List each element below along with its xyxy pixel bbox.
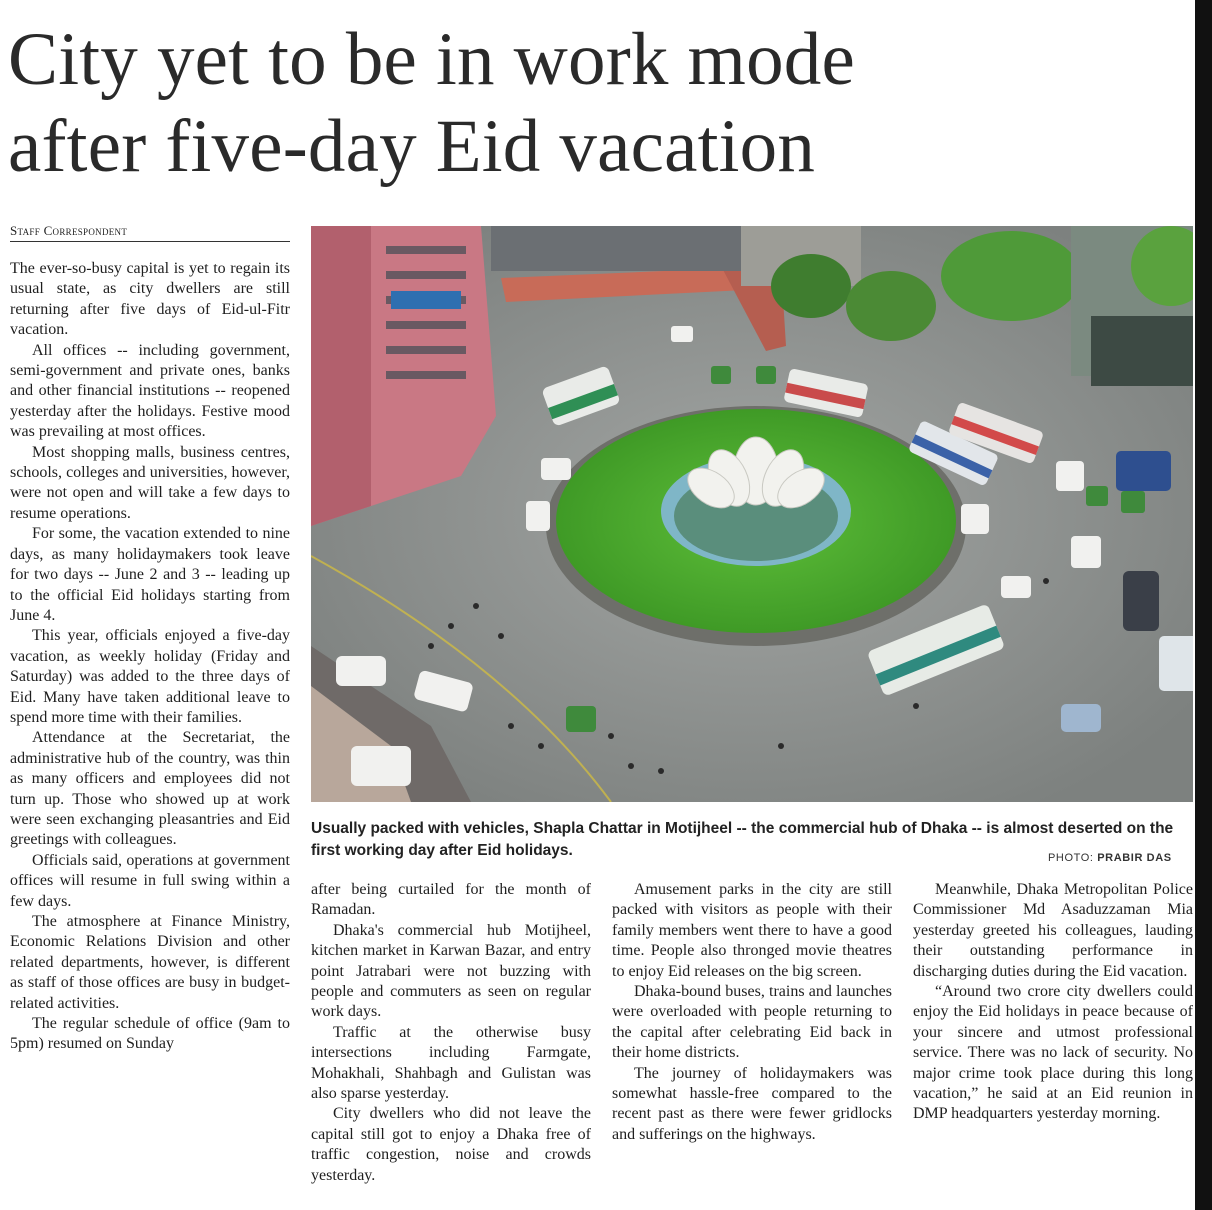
paragraph: Dhaka's commercial hub Motijheel, kitchen market in Karwan Bazar, and entry point Jatrabari were not buzzing with people and commuters as seen on regular work days.	[311, 921, 591, 1021]
article-column-4	[913, 880, 1193, 1125]
paragraph: Amusement parks in the city are still packed with visitors as people with their family members went there to have a good time. People also thronged movie theatres to enjoy Eid releases on the big screen.	[612, 881, 892, 980]
byline: Staff Correspondent	[10, 223, 290, 242]
paragraph: “Around two crore city dwellers could enjoy the Eid holidays in peace because of your sincere and utmost professional service. There was no lack of security. No major crime took place during this long vacation,” he said at an Eid reunion in DMP headquarters yesterday morning.	[913, 983, 1193, 1123]
photo-credit	[1048, 852, 1211, 864]
paragraph: The journey of holidaymakers was somewhat hassle-free compared to the recent past as there were fewer gridlocks and sufferings on the highways.	[612, 1064, 892, 1143]
photo-credit-label: PHOTO:	[1048, 852, 1094, 864]
headline-line-2: after five-day Eid vacation	[8, 105, 816, 188]
paragraph: Meanwhile, Dhaka Metropolitan Police Commissioner Md Asaduzzaman Mia yesterday greeted his colleagues, lauding their outstanding performance in discharging duties during the Eid vacation.	[913, 881, 1193, 980]
paragraph: The regular schedule of office (9am to 5pm) resumed on Sunday	[10, 1015, 290, 1053]
paragraph: after being curtailed for the month of Ramadan.	[311, 881, 591, 919]
paragraph: City dwellers who did not leave the capital still got to enjoy a Dhaka free of traffic congestion, noise and crowds yesterday.	[311, 1105, 591, 1184]
paragraph: Attendance at the Secretariat, the administrative hub of the country, was thin as many officers and employees did not turn up. Those who showed up at work were seen exchanging pleasantries and Eid greetings with colleagues.	[10, 729, 290, 849]
paragraph: Officials said, operations at government offices will resume in full swing within a few days.	[10, 851, 290, 910]
photo-credit-name: PRABIR DAS	[1097, 852, 1172, 864]
article-column-2	[311, 880, 591, 1186]
paragraph: Dhaka-bound buses, trains and launches were overloaded with people returning to the capital after celebrating Eid back in their home districts.	[612, 983, 892, 1062]
headline	[8, 16, 1188, 190]
article-column-3	[612, 880, 892, 1145]
article-column-1	[10, 259, 290, 1055]
paragraph: The ever-so-busy capital is yet to regain its usual state, as city dwellers are still returning after five days of Eid-ul-Fitr vacation.	[10, 260, 290, 339]
headline-line-1: City yet to be in work mode	[8, 18, 855, 101]
news-photo	[311, 226, 1193, 802]
page-edge-bar	[1195, 0, 1212, 1210]
paragraph: Most shopping malls, business centres, schools, colleges and universities, however, were not open and will take a few days to resume operations.	[10, 443, 290, 522]
paragraph: All offices -- including government, semi-government and private ones, banks and other financial institutions -- reopened yesterday after the holidays. Festive mood was prevailing at most offices.	[10, 341, 290, 441]
paragraph: This year, officials enjoyed a five-day vacation, as weekly holiday (Friday and Saturday) was added to the three days of Eid. Many have taken additional leave to spend more time with their families.	[10, 627, 290, 726]
paragraph: The atmosphere at Finance Ministry, Economic Relations Division and other related departments, however, is different as staff of those offices are busy in budget-related activities.	[10, 913, 290, 1012]
paragraph: Traffic at the otherwise busy intersections including Farmgate, Mohakhali, Shahbagh and Gulistan was also sparse yesterday.	[311, 1023, 591, 1103]
paragraph: For some, the vacation extended to nine days, as many holidaymakers took leave for two days -- June 2 and 3 -- leading up to the official Eid holidays starting from June 4.	[10, 525, 290, 624]
photo-caption: Usually packed with vehicles, Shapla Chattar in Motijheel -- the commercial hub of Dhaka -- is almost deserted on the first working day after Eid holidays.	[311, 820, 1174, 859]
